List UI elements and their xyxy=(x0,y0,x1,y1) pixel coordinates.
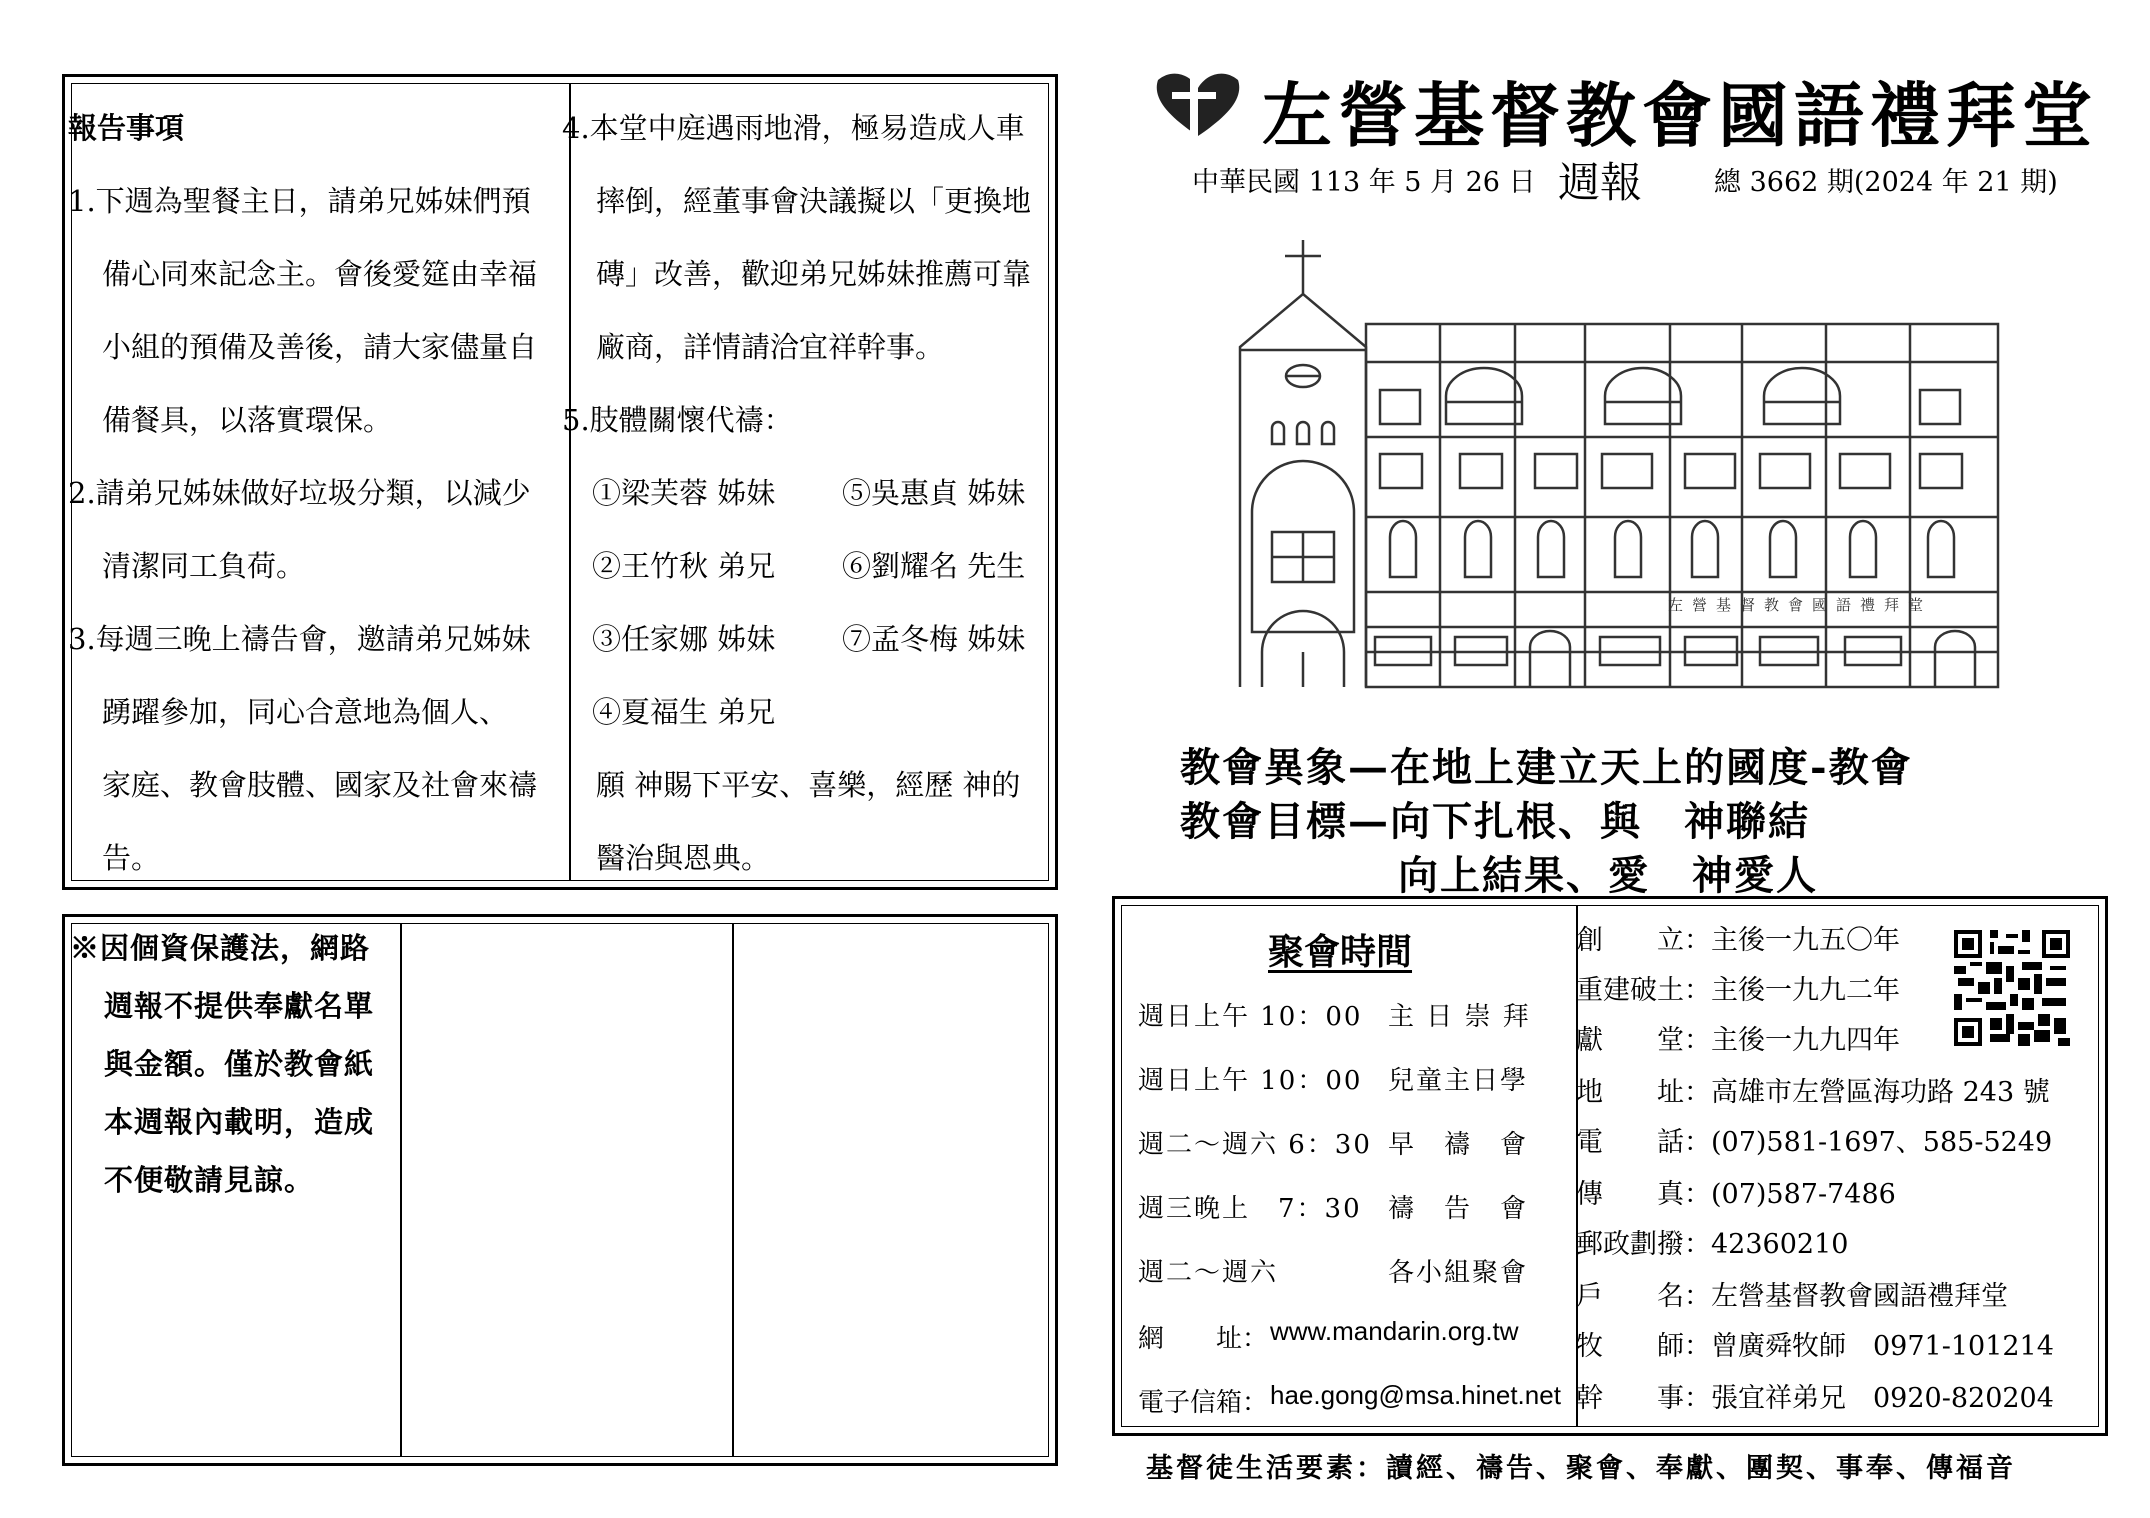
announcement-line: 1.下週為聖餐主日，請弟兄姊妹們預 xyxy=(68,184,531,218)
info-label: 幹 事 xyxy=(1576,1383,1684,1414)
announcement-line: 2.請弟兄姊妹做好垃圾分類，以減少 xyxy=(68,476,531,510)
email-link[interactable]: hae.gong@msa.hinet.net xyxy=(1270,1380,1561,1410)
announcement-line: 5.肢體關懷代禱： xyxy=(562,403,793,437)
church-title: 左營基督教會國語禮拜堂 xyxy=(1262,74,2098,157)
announcement-line: 踴躍參加，同心合意地為個人、 xyxy=(102,695,509,729)
column-divider xyxy=(569,84,571,880)
announcement-line: 告。 xyxy=(102,841,161,875)
announcement-line: 小組的預備及善後，請大家儘量自 xyxy=(102,330,538,364)
prayer-name: ①梁芙蓉 姊妹 xyxy=(592,476,776,510)
info-label: 戶 名 xyxy=(1576,1281,1684,1312)
prayer-name: ③任家娜 姊妹 xyxy=(592,622,776,656)
info-value: 主後一九九四年 xyxy=(1711,1025,1900,1056)
closing-line: 醫治與恩典。 xyxy=(596,841,771,875)
privacy-notice-line: ※因個資保護法，網路 xyxy=(70,931,371,965)
website-link[interactable]: www.mandarin.org.tw xyxy=(1270,1316,1519,1346)
announcement-line: 備餐具，以落實環保。 xyxy=(102,403,393,437)
church-goal: 教會目標—向下扎根、與 神聯結 xyxy=(1180,798,1810,845)
bulletin-date: 中華民國 113 年 5 月 26 日 xyxy=(1192,167,1536,198)
privacy-notice-line: 與金額。僅於教會紙 xyxy=(104,1047,375,1081)
announcement-line: 廠商，詳情請洽宜祥幹事。 xyxy=(596,330,945,364)
announcements-heading: 報告事項 xyxy=(68,111,185,145)
church-goal-line2: 向上結果、愛 神愛人 xyxy=(1398,852,1818,899)
meeting-time: 週三晚上 7：30 xyxy=(1138,1194,1362,1224)
prayer-name: ④夏福生 弟兄 xyxy=(592,695,776,729)
privacy-notice-line: 本週報內載明，造成 xyxy=(104,1105,375,1139)
meeting-name: 禱 告 會 xyxy=(1388,1194,1529,1224)
issue-number: 總 3662 期(2024 年 21 期) xyxy=(1714,167,2058,198)
church-vision: 教會異象—在地上建立天上的國度-教會 xyxy=(1180,744,1913,791)
meeting-times-title: 聚會時間 xyxy=(1268,931,1413,973)
privacy-notice-line: 不便敬請見諒。 xyxy=(104,1163,315,1197)
announcement-line: 磚」改善，歡迎弟兄姊妹推薦可靠 xyxy=(596,257,1032,291)
meeting-name: 早 禱 會 xyxy=(1388,1130,1529,1160)
announcement-line: 摔倒，經董事會決議擬以「更換地 xyxy=(596,184,1032,218)
church-building-illustration xyxy=(1230,232,2010,692)
meeting-name: 各小組聚會 xyxy=(1388,1258,1529,1288)
meeting-time: 週日上午 10：00 xyxy=(1138,1066,1363,1096)
announcement-line: 3.每週三晚上禱告會，邀請弟兄姊妹 xyxy=(68,622,531,656)
info-label: 重建破土 xyxy=(1576,975,1684,1006)
meeting-name: 兒童主日學 xyxy=(1388,1066,1529,1096)
christian-life-essentials: 基督徒生活要素：讀經、禱告、聚會、奉獻、團契、事奉、傳福音 xyxy=(1146,1453,2016,1484)
meeting-time: 週日上午 10：00 xyxy=(1138,1002,1363,1032)
building-sign: 左營基督教會國語禮拜堂 xyxy=(1667,596,1933,614)
meeting-time: 週二～週六 6：30 xyxy=(1138,1130,1372,1160)
website-label: 網 址： xyxy=(1138,1324,1269,1354)
church-logo-icon xyxy=(1150,66,1246,142)
info-value: 曾廣舜牧師 0971-101214 xyxy=(1711,1331,2054,1362)
info-value: (07)581-1697、585-5249 xyxy=(1711,1127,2053,1158)
info-value: 左營基督教會國語禮拜堂 xyxy=(1711,1281,2008,1312)
column-divider xyxy=(400,924,402,1456)
info-value: 高雄市左營區海功路 243 號 xyxy=(1711,1077,2050,1108)
info-label: 牧 師 xyxy=(1576,1331,1684,1362)
prayer-name: ⑦孟冬梅 姊妹 xyxy=(842,622,1026,656)
meeting-name: 主 日 崇 拜 xyxy=(1388,1002,1531,1032)
info-label: 電 話 xyxy=(1576,1127,1684,1158)
info-value: 主後一九五〇年 xyxy=(1711,925,1900,956)
qr-code-icon[interactable] xyxy=(1954,930,2070,1046)
info-label: 創 立 xyxy=(1576,925,1684,956)
announcement-line: 4.本堂中庭遇雨地滑，極易造成人車 xyxy=(562,111,1025,145)
info-label: 郵政劃撥 xyxy=(1576,1229,1684,1260)
info-value: 張宜祥弟兄 0920-820204 xyxy=(1711,1383,2054,1414)
announcement-line: 清潔同工負荷。 xyxy=(102,549,306,583)
info-value: 42360210 xyxy=(1711,1229,1849,1260)
info-label: 地 址 xyxy=(1576,1077,1684,1108)
info-label: 傳 真 xyxy=(1576,1179,1684,1210)
info-value: (07)587-7486 xyxy=(1711,1179,1896,1210)
column-divider xyxy=(732,924,734,1456)
privacy-notice-line: 週報不提供奉獻名單 xyxy=(104,989,375,1023)
email-label: 電子信箱： xyxy=(1138,1388,1269,1418)
prayer-name: ⑥劉耀名 先生 xyxy=(842,549,1026,583)
announcement-line: 家庭、教會肢體、國家及社會來禱 xyxy=(102,768,538,802)
prayer-name: ②王竹秋 弟兄 xyxy=(592,549,776,583)
prayer-name: ⑤吳惠貞 姊妹 xyxy=(842,476,1026,510)
info-label: 獻 堂 xyxy=(1576,1025,1684,1056)
closing-line: 願 神賜下平安、喜樂，經歷 神的 xyxy=(596,768,1021,802)
meeting-time: 週二～週六 xyxy=(1138,1258,1279,1288)
info-value: 主後一九九二年 xyxy=(1711,975,1900,1006)
bulletin-label: 週報 xyxy=(1558,158,1643,207)
announcement-line: 備心同來記念主。會後愛筵由幸福 xyxy=(102,257,538,291)
